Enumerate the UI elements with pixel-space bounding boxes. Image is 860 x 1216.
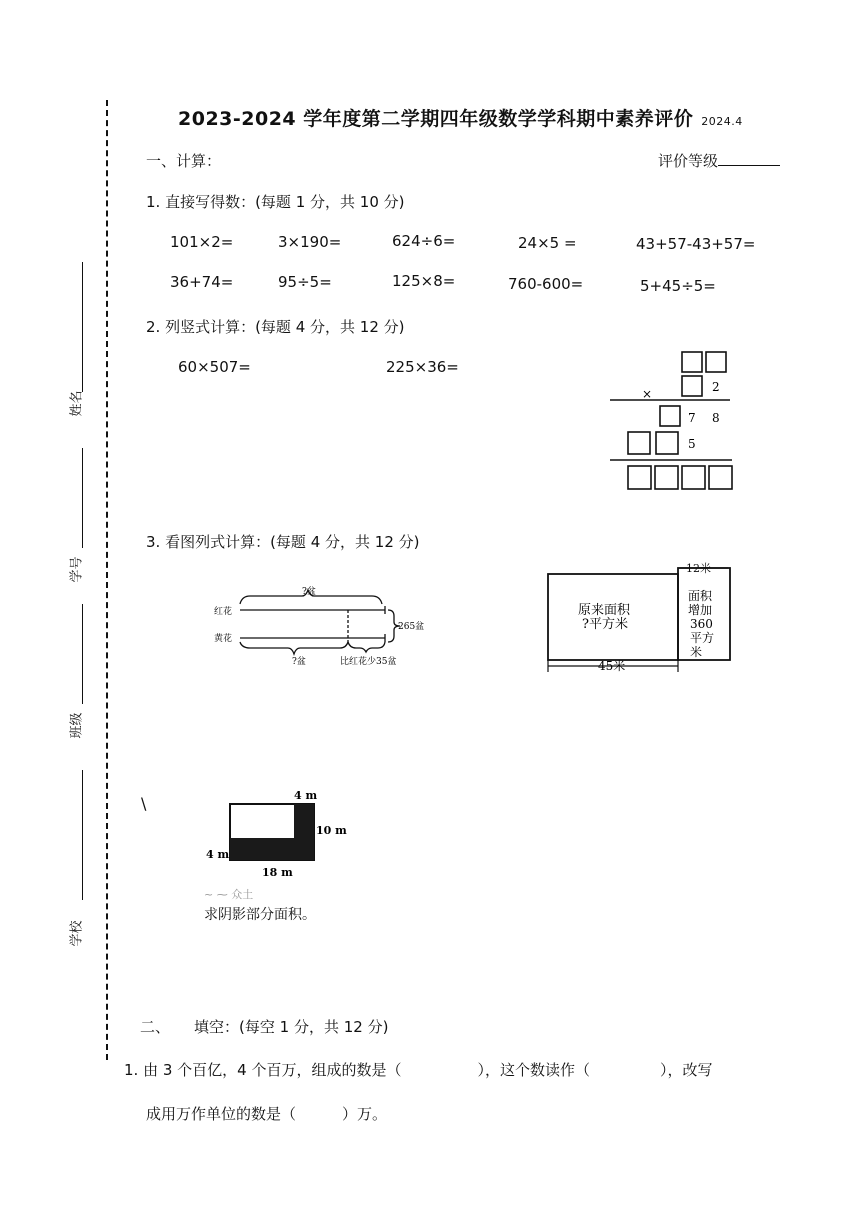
title-date: 2024.4 <box>701 115 743 128</box>
label-unknown: ?平方米 <box>582 617 628 632</box>
puzzle-box <box>628 432 650 454</box>
label-q-bottom: ?盆 <box>292 657 306 667</box>
puzzle-box <box>706 352 726 372</box>
q1-part5: ）万。 <box>342 1105 388 1123</box>
expr-1-5: 43+57-43+57= <box>636 235 756 253</box>
label-red: 红花 <box>214 607 233 617</box>
puzzle-box <box>682 376 702 396</box>
name-line <box>82 262 83 392</box>
label-bottom: 18 m <box>262 866 293 879</box>
puzzle-times: × <box>642 387 653 401</box>
expr-2-3: 125×8= <box>392 272 456 290</box>
name-label: 姓名 <box>69 390 85 417</box>
q1-part1: 1. 由 3 个百亿，4 个百万，组成的数是（ <box>124 1061 402 1079</box>
label-original: 原来面积 <box>578 603 631 618</box>
school-label: 学校 <box>69 920 85 947</box>
label-inc-5: 米 <box>690 645 703 659</box>
label-inc-4: 平方 <box>690 631 715 645</box>
label-inc-1: 面积 <box>688 589 713 603</box>
less-brace <box>348 642 385 652</box>
section1-heading: 一、计算： <box>146 152 222 170</box>
label-q-top: ?盆 <box>302 587 316 597</box>
student-id-label: 学号 <box>69 556 85 583</box>
q1-part4: 成用万作单位的数是（ <box>146 1105 297 1123</box>
puzzle-digit-7: 7 <box>688 411 696 425</box>
puzzle-box <box>682 352 702 372</box>
title-text: 2023-2024 学年度第二学期四年级数学学科期中素养评价 <box>178 108 694 130</box>
vertical-problem-2: 225×36= <box>386 358 459 376</box>
grade-label-text: 评价等级 <box>658 152 719 170</box>
expr-1-1: 101×2= <box>170 233 234 251</box>
q1-line2 <box>146 1103 387 1124</box>
expr-2-4: 760-600= <box>508 275 584 293</box>
expr-1-2: 3×190= <box>278 233 342 251</box>
part1-heading: 1. 直接写得数：(每题 1 分，共 10 分) <box>146 193 405 211</box>
q1-part2: ），这个数读作（ <box>477 1061 590 1079</box>
area-diagram <box>540 560 740 676</box>
shade-question: 求阴影部分面积。 <box>204 907 316 923</box>
backslash-mark: \ <box>141 794 147 813</box>
section2-heading <box>140 1016 388 1037</box>
puzzle-digit-5: 5 <box>688 437 696 451</box>
flower-diagram <box>210 584 430 670</box>
part3-heading: 3. 看图列式计算：(每题 4 分，共 12 分) <box>146 533 420 551</box>
puzzle-box <box>682 466 705 489</box>
school-line <box>82 770 83 900</box>
label-less: 比红花少35盆 <box>340 657 397 667</box>
label-top: 4 m <box>294 789 318 802</box>
expr-1-3: 624÷6= <box>392 232 456 250</box>
label-width-add: 12米 <box>686 562 711 575</box>
vertical-problem-1: 60×507= <box>178 358 251 376</box>
section2-title: 填空：(每空 1 分，共 12 分) <box>194 1018 389 1036</box>
page-title <box>178 104 743 131</box>
grade-blank[interactable] <box>718 151 780 166</box>
q1-line1 <box>124 1059 713 1080</box>
section2-number: 二、 <box>140 1018 171 1036</box>
shade-right <box>294 804 314 860</box>
bottom-brace <box>240 642 348 654</box>
shaded-diagram <box>200 784 360 880</box>
label-total: 265盆 <box>398 622 425 632</box>
q1-part3: ），改写 <box>660 1061 713 1079</box>
puzzle-digit-8: 8 <box>712 411 720 425</box>
puzzle-box <box>656 432 678 454</box>
label-yellow: 黄花 <box>214 634 233 644</box>
puzzle-box <box>709 466 732 489</box>
label-inc-3: 360 <box>690 617 713 631</box>
expr-2-2: 95÷5= <box>278 273 332 291</box>
puzzle-box <box>628 466 651 489</box>
label-right: 10 m <box>316 824 347 837</box>
puzzle-box <box>655 466 678 489</box>
class-label: 班级 <box>69 712 85 739</box>
binding-dashed-line <box>106 100 108 1060</box>
puzzle-box <box>660 406 680 426</box>
puzzle-digit-2: 2 <box>712 380 720 394</box>
faded-text: ~ ⁓ 众土 <box>204 888 254 901</box>
label-inc-2: 增加 <box>688 603 713 617</box>
part2-heading: 2. 列竖式计算：(每题 4 分，共 12 分) <box>146 318 405 336</box>
class-line <box>82 604 83 704</box>
expr-2-1: 36+74= <box>170 273 234 291</box>
student-id-line <box>82 448 83 548</box>
grade-label <box>658 150 780 171</box>
multiplication-puzzle <box>600 348 750 496</box>
expr-1-4: 24×5 = <box>518 234 577 252</box>
expr-2-5: 5+45÷5= <box>640 277 716 295</box>
label-length: 45米 <box>598 659 626 673</box>
label-left: 4 m <box>206 848 230 861</box>
